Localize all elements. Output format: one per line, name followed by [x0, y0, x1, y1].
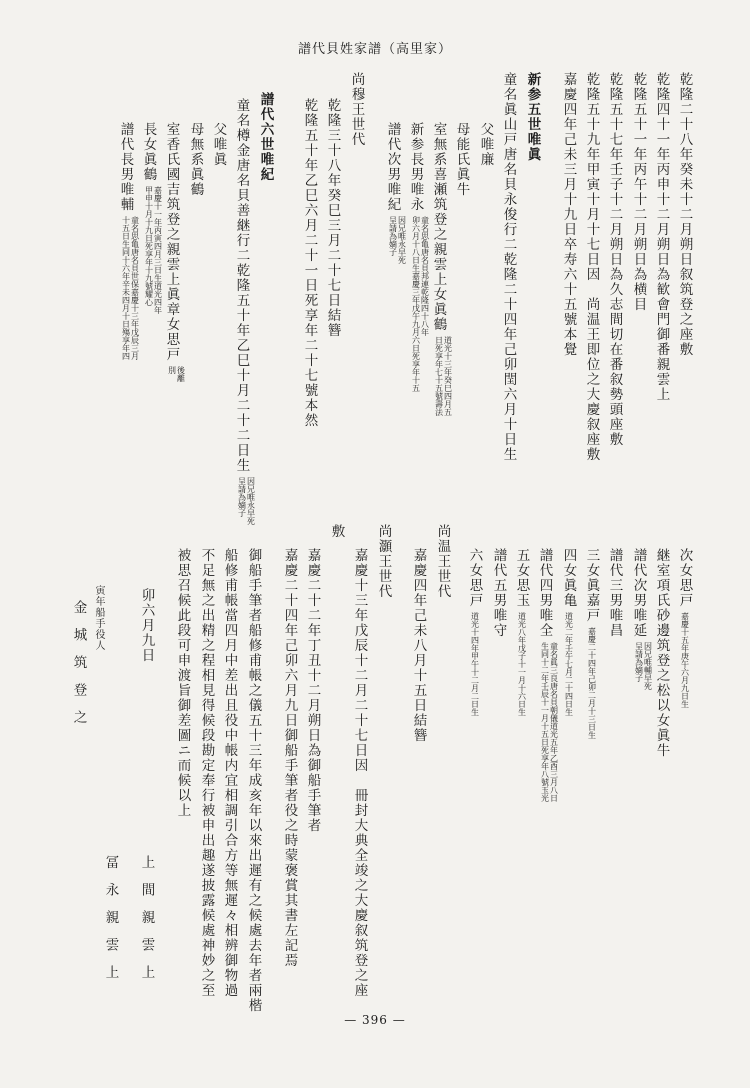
annotation-note: 童名思亀唐名貝邦連乾隆四十八年 卯六月十八日生嘉慶三年戊午九月六日死享年十五: [411, 216, 430, 392]
text-column: [385, 122, 407, 264]
annotation-note: 道光八年戊子十一月十六日生: [517, 612, 527, 716]
text-column: [537, 548, 559, 802]
text-column: [561, 72, 575, 357]
column-text: 嘉慶四年己未八月十五日結簪: [410, 548, 427, 743]
text-column: [141, 122, 163, 314]
column-text: 譜代四男唯全: [536, 548, 553, 638]
column-text: 童名眞山戸唐名貝永俊行二乾隆二十四年己卯閏六月十日生: [500, 72, 517, 462]
column-text: 譜代三男唯昌: [606, 548, 623, 638]
column-text: 五女思玉: [513, 548, 530, 608]
column-text: 嘉慶二十四年己卯六月九日御船手筆者役之時蒙褒賞其書左記焉: [281, 548, 298, 968]
text-column: [525, 72, 539, 162]
column-text: 父唯廉: [477, 122, 494, 167]
annotation-note: 嘉慶十五年庚午六月九日生: [680, 612, 690, 708]
column-text: 乾隆五十九年甲寅十月十七日因 尚温王即位之大慶叙座敷: [583, 72, 600, 462]
column-text: 室香氏國吉筑登之親雲上眞章女思戸: [163, 122, 180, 362]
column-text: 金城筑登之: [70, 600, 87, 738]
column-text: 御船手筆者船修甫帳之儀五十三年成亥年以來出遲有之候處去年者兩楷: [245, 548, 262, 1013]
column-text: 母能氏眞牛: [453, 122, 470, 197]
column-text: 譜代次男唯延: [630, 548, 647, 638]
column-text: 父唯眞: [210, 122, 227, 167]
text-column: [607, 72, 621, 447]
column-text: 冨永親雲上: [102, 855, 119, 993]
annotation-note: 後離 別: [167, 366, 186, 382]
text-column: [654, 72, 668, 402]
text-column: [352, 548, 366, 998]
text-column: [188, 122, 202, 197]
text-column: [222, 548, 236, 998]
column-text: 嘉慶二十二年丁丑十二月朔日為御船手筆者: [304, 548, 321, 833]
text-column: [435, 524, 449, 599]
column-text: 船修甫帳當四月中差出且役中帳内宜相調引合方等無遲々相辨御物過: [221, 548, 238, 998]
text-column: [677, 548, 691, 708]
column-text: 不足無之出精之程相見得候段勘定奉行被申出趣遂披露候處神妙之至: [198, 548, 215, 998]
text-column: [211, 122, 225, 167]
annotation-note: 因兄唯輔早死 呈請為嫡子: [634, 642, 653, 690]
text-column: [411, 548, 425, 743]
text-column: [164, 122, 186, 382]
text-column: [234, 98, 256, 525]
text-column: [118, 122, 140, 360]
column-text: 尚灝王世代: [375, 524, 392, 599]
text-column: [584, 72, 598, 462]
text-column: [501, 72, 515, 462]
column-text: 乾隆二十八年癸未十二月朔日叙筑登之座敷: [676, 72, 693, 357]
column-text: 尚穆王世代: [348, 72, 365, 147]
column-text: 乾隆三十八年癸巳三月二十七日結簪: [324, 98, 341, 338]
column-text: 次女思戸: [676, 548, 693, 608]
page-header: 譜代貝姓家譜（高里家）: [297, 42, 452, 57]
column-text: 上間親雲上: [138, 855, 155, 993]
column-text: 童名樽金唐名貝善継行二乾隆五十年乙巳十月二十二日生: [233, 98, 250, 473]
text-column: [302, 98, 316, 428]
text-column: [607, 548, 621, 638]
column-text: 譜代次男唯紀: [384, 122, 401, 212]
text-column: [139, 588, 153, 663]
annotation-note: 道光十四年甲午十二月二日生: [470, 612, 480, 716]
text-column: [677, 72, 691, 357]
column-text: 寅年船手役人: [93, 585, 104, 651]
annotation-note: 道光十三年癸巳四月五 日死享年七十五號壽法: [434, 336, 453, 416]
text-column: [103, 855, 117, 993]
text-column: [325, 98, 339, 338]
text-column: [349, 72, 363, 147]
text-column: [654, 548, 668, 758]
text-column: [258, 92, 272, 182]
text-column: [305, 548, 319, 833]
annotation-note: 因兄唯永早死 呈請為嫡子: [237, 477, 256, 525]
text-column: [329, 524, 343, 539]
text-column: [514, 548, 528, 716]
column-text: 被思召候此段可申渡旨御差圖ニ而候以上: [174, 548, 191, 818]
column-text: 新参五世唯眞: [524, 72, 541, 162]
text-column: [199, 548, 213, 998]
column-text: 室無系喜瀬筑登之親雲上女眞鶴: [430, 122, 447, 332]
column-text: 卯六月九日: [138, 588, 155, 663]
annotation-note: 童名思亀唐名貝世保嘉慶十三年戊辰三月 十五日生同十六年辛未四月十日殤享年四: [121, 216, 140, 360]
text-column: [175, 548, 189, 818]
column-text: 嘉慶十三年戊辰十二月二十七日因 冊封大典全竣之大慶叙筑登之座: [351, 548, 368, 998]
column-text: 乾隆五十一年丙午十二月朔日為横目: [630, 72, 647, 312]
text-column: [561, 548, 575, 716]
column-text: 新参長男唯永: [407, 122, 424, 212]
text-column: [478, 122, 492, 167]
annotation-note: 道光二年壬午七月二十四日生: [564, 612, 574, 716]
column-text: 六女思戸: [466, 548, 483, 608]
text-column: [282, 548, 296, 968]
column-text: 譜代六世唯紀: [257, 92, 274, 182]
text-column: [491, 548, 505, 638]
annotation-note: 因兄唯永早死 呈請為嫡子: [388, 216, 407, 264]
column-text: 乾隆四十一年丙申十二月朔日為歓會門御番親雲上: [653, 72, 670, 402]
text-column: [376, 524, 390, 599]
column-text: 母無系眞鶴: [187, 122, 204, 197]
annotation-note: 嘉慶二十四年己卯二月十三日生: [587, 627, 597, 739]
column-text: 乾隆五十年乙巳六月二十一日死享年二十七號本然: [301, 98, 318, 428]
text-column: [584, 548, 598, 739]
text-column: [93, 585, 103, 651]
column-text: 継室項氏砂邊筑登之松以女眞牛: [653, 548, 670, 758]
column-text: 長女眞鶴: [140, 122, 157, 182]
column-text: 嘉慶四年己未三月十九日卒寿六十五號本覺: [560, 72, 577, 357]
text-column: [631, 72, 645, 312]
text-column: [139, 855, 153, 993]
text-column: [408, 122, 430, 392]
column-text: 乾隆五十七年壬子十二月朔日為久志間切在番叙勢頭座敷: [606, 72, 623, 447]
text-column: [246, 548, 260, 1013]
annotation-note: 童名眞三良唐名貝朝儀道光五年乙酉三月八日 生同十二年壬辰十一月十五日死享年八號玉光: [540, 642, 559, 802]
column-text: 敷: [328, 524, 345, 539]
column-text: 四女眞亀: [560, 548, 577, 608]
text-column: [431, 122, 453, 416]
page-number: — 396 —: [344, 1013, 406, 1027]
column-text: 譜代長男唯輔: [117, 122, 134, 212]
column-text: 尚温王世代: [434, 524, 451, 599]
annotation-note: 嘉慶十一年丙寅四月三日生道光四年 甲申十月十九日死享年十九號耀心: [144, 186, 163, 314]
text-column: [454, 122, 468, 197]
column-text: 譜代五男唯守: [490, 548, 507, 638]
text-column: [631, 548, 653, 690]
text-column: [71, 600, 85, 738]
column-text: 三女眞嘉戸: [583, 548, 600, 623]
text-column: [467, 548, 481, 716]
